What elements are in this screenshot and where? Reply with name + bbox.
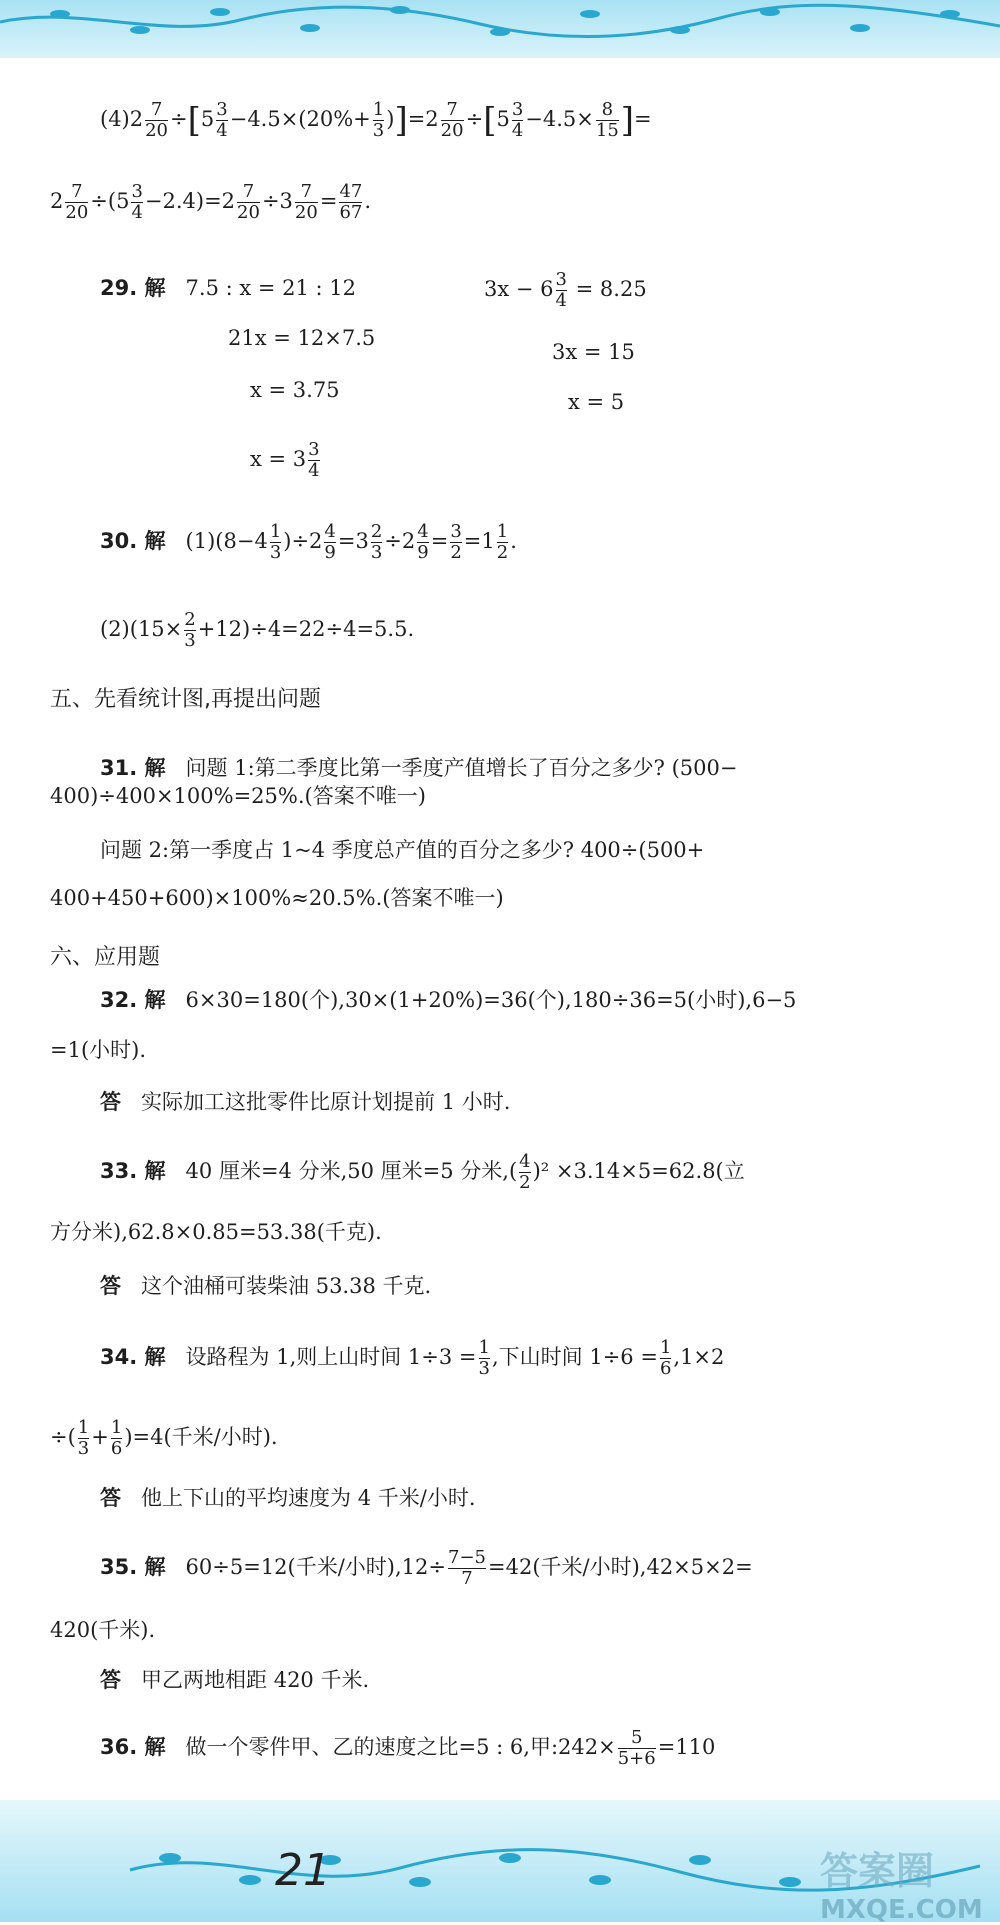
- section-5-heading: 五、先看统计图,再提出问题: [50, 687, 321, 712]
- q29-line1: 29. 解 7.5 : x = 21 : 12: [100, 276, 357, 300]
- q29-right-step2: 3x = 15: [552, 340, 635, 364]
- q31-line3: 问题 2:第一季度占 1~4 季度总产值的百分之多少? 400÷(500+: [100, 838, 705, 862]
- q32-line1: 32. 解 6×30=180(个),30×(1+20%)=36(个),180÷36=5(小时),6−5: [100, 988, 797, 1012]
- q31-number: 31. 解: [100, 756, 166, 780]
- q32-number: 32. 解: [100, 988, 166, 1012]
- q34-line1: 34. 解 设路程为 1,则上山时间 1÷3 = $\frac{1}{3}$ ,下山时间 1÷6 = $\frac{1}{6}$ ,1×2: [100, 1337, 725, 1379]
- q28-part4-line2: 2 $\frac{7}{20}$ ÷(5 $\frac{3}{4}$ −2.4)=2 $\frac{7}{20}$ ÷3 $\frac{7}{20}$ = $\frac{47}{67}$ .: [50, 181, 372, 223]
- q35-answer: 答 甲乙两地相距 420 千米.: [100, 1668, 370, 1692]
- q29-right-step3: x = 5: [568, 390, 625, 414]
- q29-right-step1: 3x − 6 $\frac{3}{4}$ = 8.25: [484, 269, 647, 311]
- q35-line2: 420(千米).: [50, 1618, 156, 1642]
- q33-number: 33. 解: [100, 1158, 166, 1183]
- q30-part1: 30. 解 (1)(8−4 $\frac{1}{3}$ )÷2 $\frac{4}{9}$ =3 $\frac{2}{3}$ ÷2 $\frac{4}{9}$ = $\frac{3}{2}$ =1 $\frac{1}{2}$ .: [100, 521, 517, 563]
- q33-line2: 方分米),62.8×0.85=53.38(千克).: [50, 1220, 382, 1244]
- q31-line4: 400+450+600)×100%≈20.5%.(答案不唯一): [50, 886, 504, 910]
- q31-line2: 400)÷400×100%=25%.(答案不唯一): [50, 784, 426, 808]
- q36-line1: 36. 解 做一个零件甲、乙的速度之比=5 : 6,甲:242× $\frac{5}{5+6}$ =110: [100, 1727, 716, 1769]
- q34-line2: ÷( $\frac{1}{3}$ + $\frac{1}{6}$ )=4(千米/小时).: [50, 1417, 278, 1459]
- q32-answer: 答 实际加工这批零件比原计划提前 1 小时.: [100, 1090, 511, 1114]
- q35-line1: 35. 解 60÷5=12(千米/小时),12÷ $\frac{7-5}{7}$ =42(千米/小时),42×5×2=: [100, 1547, 753, 1589]
- q35-number: 35. 解: [100, 1554, 166, 1579]
- section-6-heading: 六、应用题: [50, 945, 161, 970]
- q29-left-step4: x = 3 $\frac{3}{4}$: [250, 439, 320, 481]
- q33-answer: 答 这个油桶可装柴油 53.38 千克.: [100, 1274, 432, 1298]
- q28-part4-line1: (4)2 $\frac{7}{20}$ ÷[5 $\frac{3}{4}$ −4.5×(20%+ $\frac{1}{3}$ )]=2 $\frac{7}{20}$ ÷[5 $\frac{3}{4}$ −4.5× $\frac{8}{15}$ ]=: [100, 99, 652, 141]
- q31-line1: 31. 解 问题 1:第二季度比第一季度产值增长了百分之多少? (500−: [100, 756, 738, 780]
- q32-line2: =1(小时).: [50, 1038, 147, 1062]
- q30-part2: (2)(15× $\frac{2}{3}$ +12)÷4=22÷4=5.5.: [100, 609, 415, 651]
- q30-number: 30. 解: [100, 528, 166, 553]
- q34-number: 34. 解: [100, 1344, 166, 1369]
- q29-left-step3: x = 3.75: [250, 378, 340, 402]
- q36-number: 36. 解: [100, 1734, 166, 1759]
- q29-number: 29. 解: [100, 276, 166, 300]
- q29-left-step2: 21x = 12×7.5: [228, 326, 376, 350]
- q33-line1: 33. 解 40 厘米=4 分米,50 厘米=5 分米,( $\frac{4}{2}$ )² ×3.14×5=62.8(立: [100, 1151, 745, 1193]
- top-vine-ornament: [0, 0, 1000, 58]
- watermark-logo: 答案圈 MXQE.COM: [820, 1849, 983, 1925]
- top-decorative-band: [0, 0, 1000, 58]
- q34-answer: 答 他上下山的平均速度为 4 千米/小时.: [100, 1486, 476, 1510]
- page-number: 21: [275, 1845, 331, 1896]
